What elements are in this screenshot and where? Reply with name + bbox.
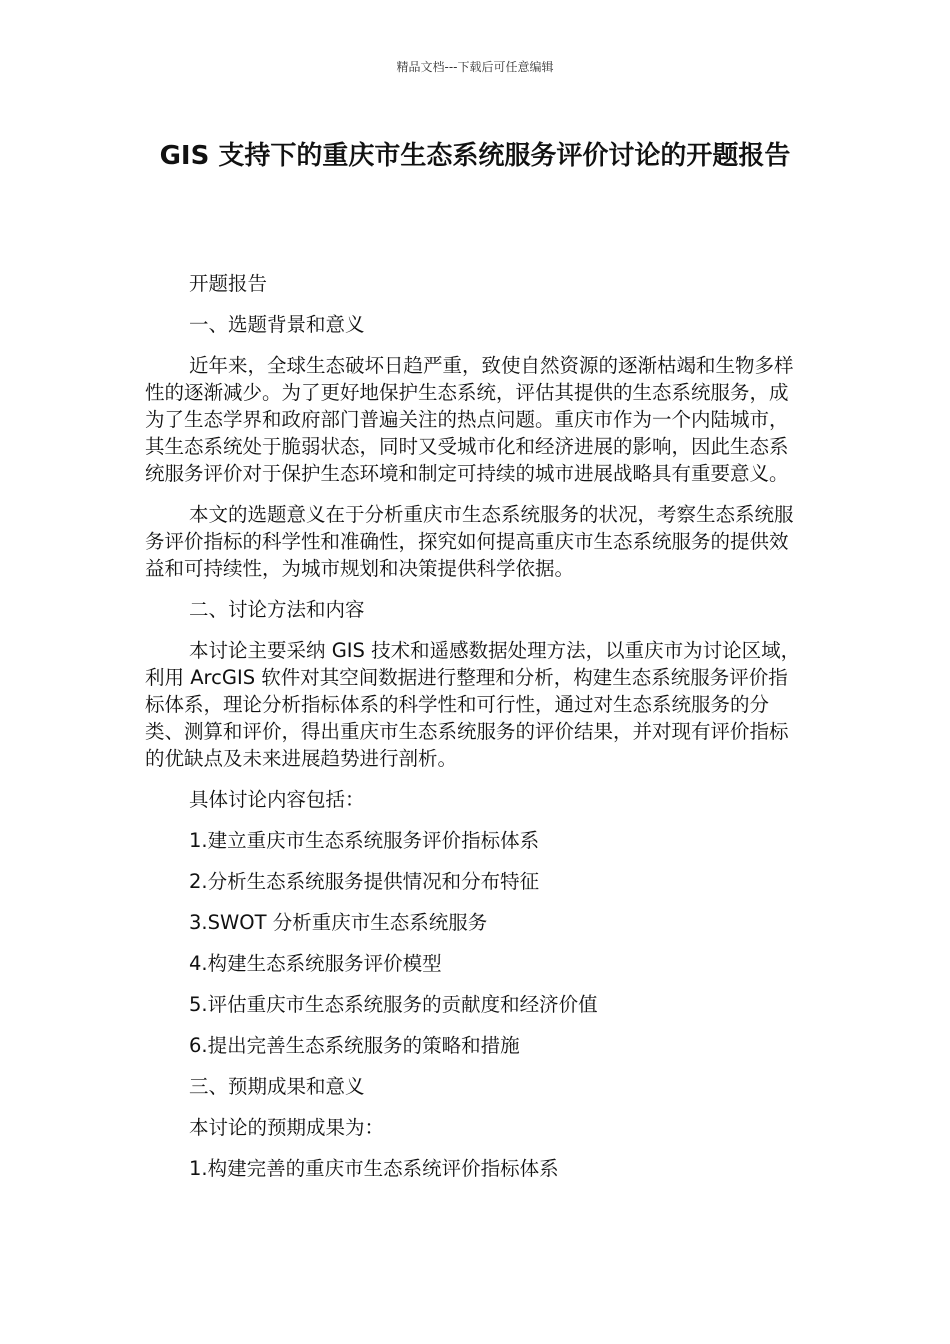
list-item: 1.建立重庆市生态系统服务评价指标体系 [189, 829, 540, 852]
section-3-heading: 三、预期成果和意义 [189, 1075, 365, 1098]
section-2-list-intro: 具体讨论内容包括： [189, 788, 365, 811]
section-3-list-intro: 本讨论的预期成果为： [189, 1116, 385, 1139]
section-1-heading: 一、选题背景和意义 [189, 313, 365, 336]
section-1-paragraph-1: 近年来，全球生态破坏日趋严重，致使自然资源的逐渐枯竭和生物多样性的逐渐减少。为了更好地保护生态系统，评估其提供的生态系统服务，成为了生态学界和政府部门普遍关注的热点问题。重庆市作为一个内陆城市，其生态系统处于脆弱状态，同时又受城市化和经济进展的影响，因此生态系统服务评价对于保护生态环境和制定可持续的城市进展战略具有重要意义。 [145, 354, 794, 485]
list-item: 2.分析生态系统服务提供情况和分布特征 [189, 870, 540, 893]
section-2-heading: 二、讨论方法和内容 [189, 598, 365, 621]
section-1-paragraph-2: 本文的选题意义在于分析重庆市生态系统服务的状况，考察生态系统服务评价指标的科学性和准确性，探究如何提高重庆市生态系统服务的提供效益和可持续性，为城市规划和决策提供科学依据。 [145, 503, 794, 580]
list-item: 6.提出完善生态系统服务的策略和措施 [189, 1034, 520, 1057]
document-title: GIS 支持下的重庆市生态系统服务评价讨论的开题报告 [159, 141, 791, 171]
page-header: 精品文档---下载后可任意编辑 [396, 60, 554, 74]
list-item: 5.评估重庆市生态系统服务的贡献度和经济价值 [189, 993, 598, 1016]
list-item: 3.SWOT 分析重庆市生态系统服务 [189, 911, 488, 934]
document-body [145, 270, 805, 1196]
section-2-paragraph-1: 本讨论主要采纳 GIS 技术和遥感数据处理方法，以重庆市为讨论区域，利用 ArcGIS 软件对其空间数据进行整理和分析，构建生态系统服务评价指标体系，理论分析指标体系的科学性和可行性，通过对生态系统服务的分类、测算和评价，得出重庆市生态系统服务的评价结果，并对现有评价指标的优缺点及未来进展趋势进行剖析。 [145, 639, 801, 770]
list-item: 1.构建完善的重庆市生态系统评价指标体系 [189, 1157, 559, 1180]
report-label: 开题报告 [189, 272, 268, 295]
list-item: 4.构建生态系统服务评价模型 [189, 952, 442, 975]
